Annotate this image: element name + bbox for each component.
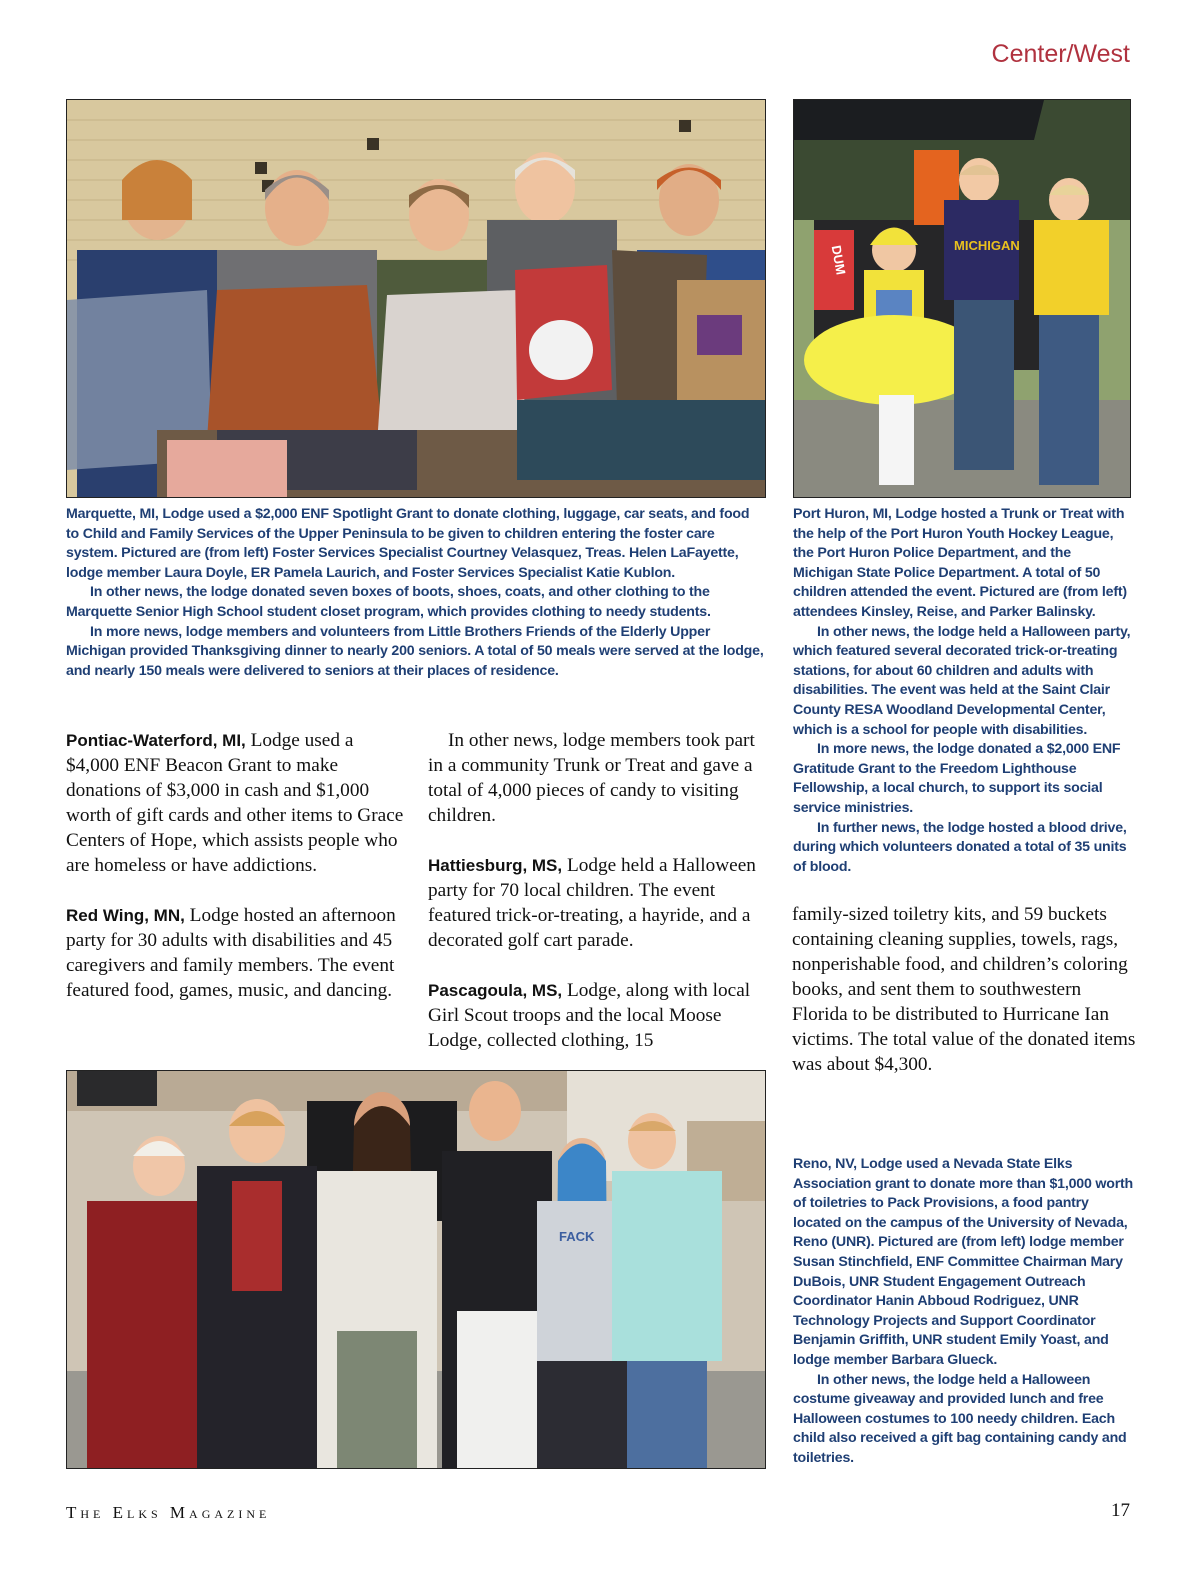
lodge-place: Hattiesburg, MS, — [428, 856, 563, 875]
lodge-text: Lodge used a $4,000 ENF Beacon Grant to make donations of $3,000 in cash and $1,000 worth of gift cards and other items to Grace Centers of Hope, which assists people who are homeless or have addictions. — [66, 730, 404, 876]
caption-paragraph: In more news, lodge members and volunteers from Little Brothers Friends of the Elderly Upper Michigan provided Thanksgiving dinner to nearly 200 seniors. A total of 50 meals were served at the lodge, and nearly 150 meals were delivered to seniors at their places of residence. — [66, 623, 764, 679]
bag-text: DUM — [828, 244, 849, 276]
marquette-caption — [66, 505, 766, 681]
port-huron-photo — [793, 99, 1131, 498]
lodge-place: Pontiac-Waterford, MI, — [66, 731, 246, 750]
body-column-2 — [428, 728, 766, 1078]
caption-place: Port Huron, MI, — [793, 506, 892, 522]
hat-text: MICHIGAN — [954, 238, 1020, 253]
caption-text: Lodge used a $2,000 ENF Spotlight Grant to donate clothing, luggage, car seats, and food to Child and Family Services of the Upper Peninsula to be given to children entering the foster care system. Pictured are (from left) Foster Services Specialist Courtney Velasquez, Treas. Helen LaFayette, lodge member Laura Doyle, ER Pamela Laurich, and Foster Services Specialist Katie Kublon. — [66, 506, 750, 581]
lodge-text: Lodge, along with local Girl Scout troops and the local Moose Lodge, collected clothing, 15 — [428, 980, 751, 1051]
caption-paragraph: In other news, the lodge held a Halloween party, which featured several decorated trick-or-treating stations, for about 60 children and adults with disabilities. The event was held at the Saint Clair County RESA Woodland Developmental Center, which is a school for people with disabilities. — [793, 623, 1131, 738]
caption-text: Lodge used a Nevada State Elks Association grant to donate more than $1,000 worth of toiletries to Pack Provisions, a food pantry located on the campus of the University of Nevada, Reno (UNR). Pictured are (from left) lodge member Susan Stinchfield, ENF Committee Chairman Mary DuBois, UNR Student Engagement Outreach Coordinator Hanin Abboud Rodriguez, UNR Technology Projects and Support Coordinator Benjamin Griffith, UNR student Emily Yoast, and lodge member Barbara Glueck. — [793, 1156, 1134, 1368]
lodge-text: In other news, lodge members took part in a community Trunk or Treat and gave a total of 4,000 pieces of candy to visiting children. — [428, 730, 755, 826]
caption-paragraph: In further news, the lodge hosted a blood drive, during which volunteers donated a total of 35 units of blood. — [793, 819, 1127, 875]
reno-caption — [793, 1155, 1138, 1469]
caption-place: Reno, NV, — [793, 1156, 857, 1172]
magazine-name: The Elks Magazine — [66, 1503, 271, 1522]
caption-paragraph: In other news, the lodge donated seven boxes of boots, shoes, coats, and other clothing to the Marquette Senior High School student closet program, which provides clothing to needy students. — [66, 584, 711, 620]
lodge-text: family-sized toiletry kits, and 59 buckets containing cleaning supplies, towels, rags, nonperishable food, and children’s coloring books, and sent them to southwestern Florida to be distributed to Hurricane Ian victims. The total value of the donated items was about $4,300. — [792, 904, 1136, 1075]
reno-photo — [66, 1070, 766, 1469]
page-number: 17 — [1111, 1500, 1130, 1521]
port-huron-caption — [793, 505, 1133, 877]
lodge-place: Red Wing, MN, — [66, 906, 185, 925]
section-label: Center/West — [991, 40, 1130, 68]
body-column-3 — [792, 902, 1137, 1102]
marquette-photo — [66, 99, 766, 498]
caption-paragraph: In more news, the lodge donated a $2,000 ENF Gratitude Grant to the Freedom Lighthouse Fellowship, a local church, to support its social service ministries. — [793, 741, 1121, 816]
caption-text: Lodge hosted a Trunk or Treat with the help of the Port Huron Youth Hockey League, the Port Huron Police Department, and the Michigan State Police Department. A total of 50 children attended the event. Pictured are (from left) attendees Kinsley, Reise, and Parker Balinsky. — [793, 506, 1127, 620]
body-column-1 — [66, 728, 404, 1028]
shirt-text: FACK — [559, 1229, 595, 1244]
lodge-text: Lodge held a Halloween party for 70 local children. The event featured trick-or-treating, a hayride, and a decorated golf cart parade. — [428, 855, 756, 951]
lodge-text: Lodge hosted an afternoon party for 30 adults with disabilities and 45 caregivers and family members. The event featured food, games, music, and dancing. — [66, 905, 396, 1001]
caption-paragraph: In other news, the lodge held a Halloween costume giveaway and provided lunch and free Halloween costumes to 100 needy children. Each child also received a gift bag containing candy and toiletries. — [793, 1371, 1127, 1466]
caption-place: Marquette, MI, — [66, 506, 159, 522]
lodge-place: Pascagoula, MS, — [428, 981, 563, 1000]
